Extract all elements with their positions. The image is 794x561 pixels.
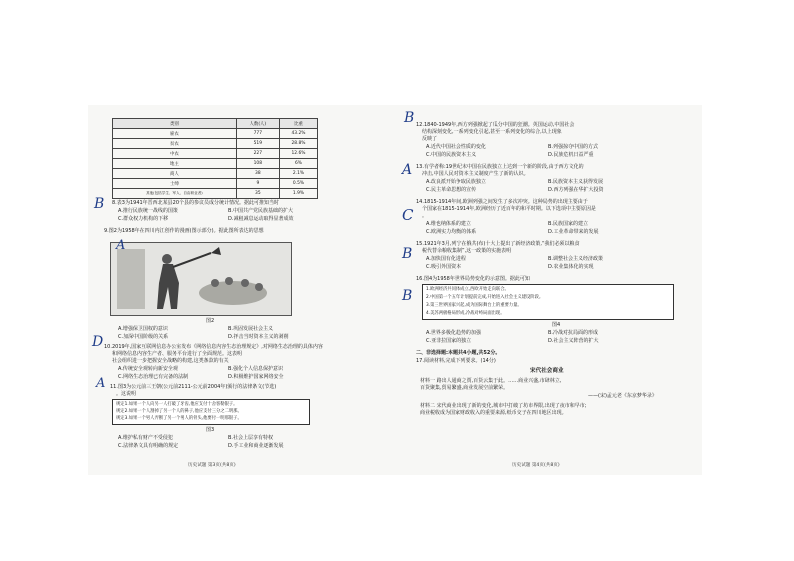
material-title: 宋代社会商业 — [530, 368, 564, 374]
table-cell: 中农 — [113, 149, 237, 159]
table-cell: 35 — [236, 189, 279, 199]
section-heading: 二、非选择题:本题共4小题,共52分。 — [416, 350, 501, 356]
handwritten-mark: B — [404, 110, 415, 126]
q12-stem-line2: 结构深刻变化,一系列变化引起,甚至一系列变化的综合,以上现象 — [422, 129, 562, 135]
q13-option-c[interactable]: C.民主革命思想的宣传 — [426, 187, 477, 193]
q16-option-c[interactable]: C.亚非拉国家的独立 — [426, 338, 472, 344]
table-cell: 227 — [236, 149, 279, 159]
table-row — [113, 149, 318, 159]
cartoon-illustration — [111, 243, 291, 315]
table-cell: 贫农 — [113, 139, 237, 149]
q10-stem: 10.2019年,国家互联网信息办公室发布《网络信息内容生态治理规定》,对网络生态治理的具体内容 — [104, 344, 323, 350]
handwritten-mark: B — [94, 196, 105, 212]
table-cell: 地主 — [113, 159, 237, 169]
table-cell: 雇农 — [113, 129, 237, 139]
q10-option-c[interactable]: C.网络生态治理已有完备的法制 — [118, 374, 189, 380]
q15-option-d[interactable]: D.农业集体化的实现 — [548, 264, 594, 270]
table-row — [113, 179, 318, 189]
q12-option-c[interactable]: C.中国的民族资本主义 — [426, 152, 477, 158]
q11-option-a[interactable]: A.维护私有财产不受侵犯 — [118, 435, 173, 441]
table-cell: 商人 — [113, 169, 237, 179]
material-1: 材料一 路出人通商之贾,百货云集于此。……商业兴盛,市肆林立, — [420, 378, 562, 384]
q8-option-a[interactable]: A.推行民族统一战线的国策 — [118, 208, 178, 214]
q8-option-d[interactable]: D.减租减息运动取得显著成效 — [228, 216, 294, 222]
q14-option-c[interactable]: C.欧洲实力均衡的体系 — [426, 229, 477, 235]
q11-stem: 11.图3为公元前三王朝(公元前2111-公元前2004年)颁行的法律条文(节选) — [110, 384, 277, 390]
q8-option-c[interactable]: C.群众权力机构的下移 — [118, 216, 169, 222]
q15-option-c[interactable]: C.吸引外国资本 — [426, 264, 462, 270]
table-cell: 9 — [236, 179, 279, 189]
table-row — [113, 159, 318, 169]
q12-option-b[interactable]: B.列强掠夺中国的方式 — [548, 144, 599, 150]
handwritten-mark: B — [402, 246, 413, 262]
table-cell: 士绅 — [113, 179, 237, 189]
q9-stem: 9.图2为1958年在四川内江创作的漫画(图示部分)。据此图所表达的思想 — [104, 228, 264, 234]
material-1-source: ——(宋)孟元老《东京梦华录》 — [588, 393, 657, 399]
table-cell: 0.5% — [279, 179, 317, 189]
table-row — [113, 139, 318, 149]
table-header-row — [113, 119, 318, 129]
q17-stem: 17.阅读材料,完成下列要求。(14分) — [416, 358, 496, 364]
figure-4-caption: 图4 — [552, 322, 561, 328]
table-cell: 43.2% — [279, 129, 317, 139]
q13-stem: 13.有学者称:19世纪末中国在民族独立上达到一个新的阶段,由于西方文化的 — [416, 164, 584, 170]
q10-option-a[interactable]: A.传统安全观转向新安全观 — [118, 366, 178, 372]
q10-option-d[interactable]: D.积极维护国家网络安全 — [228, 374, 284, 380]
table-header-cell: 比重 — [279, 119, 317, 129]
q14-option-d[interactable]: D.工业革命带来的发展 — [548, 229, 599, 235]
figure-2-caption: 图2 — [206, 318, 215, 324]
events-text-box — [422, 284, 674, 320]
q16-option-a[interactable]: A.世界多极化趋势的加强 — [426, 330, 481, 336]
material-1-line2: 百货聚集,贸易繁盛,商业发展空前繁荣。 — [420, 385, 509, 391]
table-row — [113, 189, 318, 199]
table-row — [113, 129, 318, 139]
q13-option-d[interactable]: D.西方列强在华扩大投资 — [548, 187, 604, 193]
q15-stem: 15.1921年3月,列宁在俄共(布)十大上提出了新经济政策,“我们必须以粮食 — [416, 241, 580, 247]
q10-stem-line3: 社会组织进一步把握安全战略的构建,这类条款的有关 — [112, 358, 229, 364]
table-cell: 12.6% — [279, 149, 317, 159]
q10-stem-line2: 和网络信息内容生产者、服务平台进行了全面规范。这表明 — [112, 351, 243, 357]
event-line: 3.第三世界国家兴起,成为国际舞台上的重要力量。 — [426, 303, 522, 308]
handwritten-mark: A — [116, 238, 126, 253]
q12-stem-line3: 反映了 — [422, 136, 438, 142]
q13-option-b[interactable]: B.民族资本主义获得发展 — [548, 179, 604, 185]
event-line: 4.美苏两极格局形成,冷战对峙局面出现。 — [426, 311, 505, 316]
law-text-box — [112, 399, 310, 425]
material-2: 材料二 宋代商业出现了新的变化,城市中打破了坊市界限,出现了夜市和早市; — [420, 403, 587, 409]
page-footer-right: 历史试题 第4页(共8页) — [512, 463, 560, 468]
handwritten-mark: A — [96, 376, 106, 391]
q11-option-d[interactable]: D.手工业和商业逐渐发展 — [228, 443, 284, 449]
law-line: 规定1.如果一个人向另一人打破了牙齿,他应支付十舍客勒银子。 — [116, 402, 238, 407]
law-line: 规定3.如果一个男人弄断了另一个男人的骨头,他要付一明那银子。 — [116, 416, 242, 421]
q16-stem: 16.图4为1958年世界局势变化的示意图。据此可知 — [416, 276, 530, 282]
q15-option-a[interactable]: A.加快国有化进程 — [426, 256, 466, 262]
q10-option-b[interactable]: B.强化个人信息保护意识 — [228, 366, 284, 372]
q15-stem-line2: 税代替余粮收集制”,这一政策的实施表明 — [422, 248, 512, 254]
q11-option-c[interactable]: C.法律条文具有明确的规定 — [118, 443, 179, 449]
handwritten-mark: C — [402, 206, 414, 224]
q12-option-a[interactable]: A.近代中国社会性质的变化 — [426, 144, 486, 150]
q12-stem: 12.1840-1949年,西方列强掀起了瓜分中国的狂潮。英国运动,中国社会 — [416, 122, 575, 128]
material-2-line2: 商业税收成为国家财政收入的重要来源,纸币交子在四川地区出现。 — [420, 410, 567, 416]
statistics-table — [112, 118, 318, 199]
handwritten-mark: B — [402, 288, 413, 304]
table-header-cell: 类别 — [113, 119, 237, 129]
q14-option-b[interactable]: B.民族国家的建立 — [548, 221, 589, 227]
q14-stem: 14.1815-1914年间,欧洲列强之间发生了多次冲突。这种局势的出现主要由于 — [416, 199, 588, 205]
table-cell: 1.9% — [279, 189, 317, 199]
table-header-cell: 人数(人) — [236, 119, 279, 129]
handwritten-mark: A — [402, 162, 413, 178]
table-cell: 777 — [236, 129, 279, 139]
q11-option-b[interactable]: B.社会上层享有特权 — [228, 435, 274, 441]
cartoon-figure — [110, 242, 292, 316]
law-line: 规定2.如果一个人割掉了另一个人的鼻子,他应支付三分之二明那。 — [116, 409, 242, 414]
q16-option-b[interactable]: B.冷战对抗局面的形成 — [548, 330, 599, 336]
page-footer-left: 历史试题 第3页(共8页) — [188, 463, 236, 468]
q8-option-b[interactable]: B.中国共产党民族基础的扩大 — [228, 208, 294, 214]
q9-option-b[interactable]: B.巩固发展社会主义 — [228, 326, 274, 332]
q14-option-a[interactable]: A.维也纳体系的建立 — [426, 221, 471, 227]
q13-option-a[interactable]: A.改良派开始争取民族独立 — [426, 179, 486, 185]
q16-option-d[interactable]: D.社会主义阵营的扩大 — [548, 338, 599, 344]
q8-stem: 8.表3为1941年晋西北某县20个县的参议员成分统计情况。据此可推知当时 — [112, 200, 280, 206]
q9-option-d[interactable]: D.抨击当时资本主义的剥削 — [228, 334, 289, 340]
table-cell: 2.1% — [279, 169, 317, 179]
q9-option-a[interactable]: A.增强保卫国权的意识 — [118, 326, 168, 332]
event-line: 1.欧洲经济共同体成立,西欧开始走向联合。 — [426, 287, 509, 292]
table-cell: 38 — [236, 169, 279, 179]
q13-stem-line2: 冲击,中国人民对资本主义制度产生了新的认识。 — [422, 171, 529, 177]
figure-3-caption: 图3 — [206, 427, 215, 433]
q9-option-c[interactable]: C.加深中国阶级的关系 — [118, 334, 169, 340]
exam-page-right — [412, 112, 702, 472]
q15-option-b[interactable]: B.调整社会主义经济政策 — [548, 256, 604, 262]
table-cell: 108 — [236, 159, 279, 169]
table-cell: 519 — [236, 139, 279, 149]
event-line: 2.中国第一个五年计划提前完成,开始进入社会主义建设阶段。 — [426, 295, 544, 300]
q14-stem-line3: 。 — [422, 213, 428, 219]
table-cell: 6% — [279, 159, 317, 169]
q14-stem-line2: 个国家在1815-1914年,欧洲经历了近百年的和平时期。以下选项中主要原因是 — [422, 206, 596, 212]
table-cell: 其他(包括学生、军人、自由职业者) — [113, 189, 237, 199]
q12-option-d[interactable]: D.民族危机日益严重 — [548, 152, 594, 158]
table-cell: 28.8% — [279, 139, 317, 149]
handwritten-mark: D — [92, 334, 104, 350]
q11-stem-line2: 。这说明 — [116, 391, 137, 397]
table-row — [113, 169, 318, 179]
exam-page-left — [96, 112, 386, 472]
